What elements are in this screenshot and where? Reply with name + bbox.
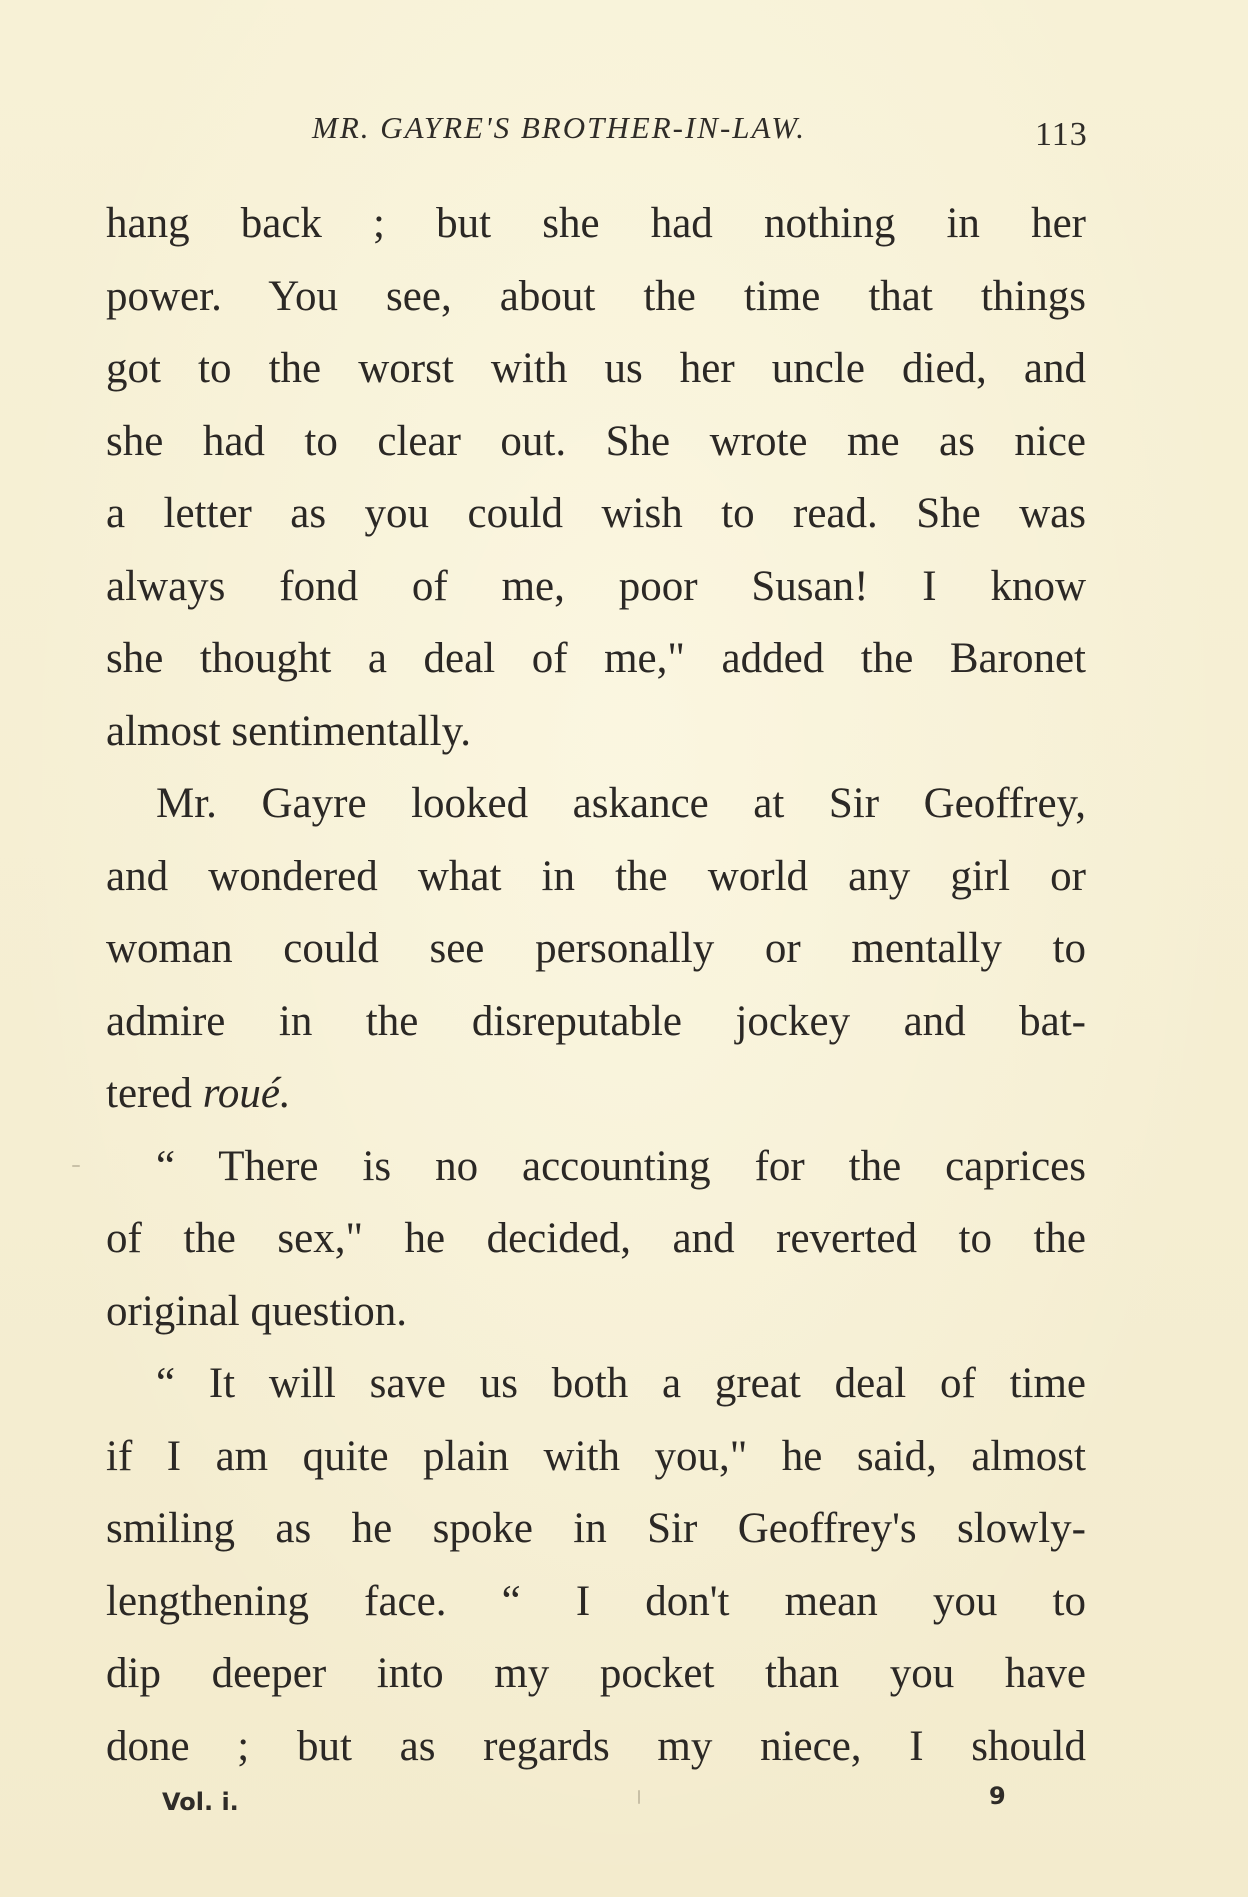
text-line: got to the worst with us her uncle died, and [106, 345, 1086, 392]
text-line: lengthening face. “ I don't mean you to [106, 1577, 1086, 1625]
body-text [106, 188, 1086, 1783]
text-line: hang back ; but she had nothing in her [106, 200, 1086, 247]
text-line: “ It will save us both a great deal of time [156, 1360, 1086, 1407]
paper-speck [922, 506, 925, 509]
paper-speck [72, 1165, 80, 1167]
text-line: and wondered what in the world any girl or [106, 852, 1086, 900]
text-line: woman could see personally or mentally to [106, 925, 1086, 972]
text-line: smiling as he spoke in Sir Geoffrey's slowly- [106, 1505, 1086, 1552]
text-line: done ; but as regards my niece, I should [106, 1722, 1086, 1770]
running-head [0, 110, 1248, 162]
text-line-start: tered [106, 1070, 203, 1117]
text-line: dip deeper into my pocket than you have [106, 1650, 1086, 1697]
text-line: a letter as you could wish to read. She was [106, 490, 1086, 537]
volume-label: Vol. i. [162, 1788, 239, 1816]
italic-word: roué. [202, 1070, 291, 1117]
page-number: 113 [1035, 116, 1088, 153]
paper-speck [638, 1790, 640, 1804]
text-line-with-italic [106, 1058, 1086, 1131]
text-line: always fond of me, poor Susan! I know [106, 562, 1086, 610]
text-line: if I am quite plain with you," he said, almost [106, 1432, 1086, 1480]
text-line: she had to clear out. She wrote me as nice [106, 417, 1086, 465]
text-line: admire in the disreputable jockey and bat- [106, 997, 1086, 1045]
text-line: almost sentimentally. [106, 707, 472, 755]
text-line: she thought a deal of me," added the Baronet [106, 635, 1086, 682]
text-line: “ There is no accounting for the caprices [156, 1142, 1086, 1190]
text-line: Mr. Gayre looked askance at Sir Geoffrey, [156, 780, 1086, 827]
signature-mark: 9 [989, 1782, 1006, 1810]
page-footer [0, 1782, 1248, 1828]
text-line: power. You see, about the time that things [106, 272, 1086, 320]
text-line: original question. [106, 1287, 407, 1335]
text-line: of the sex," he decided, and reverted to the [106, 1215, 1086, 1262]
running-title: MR. GAYRE'S BROTHER-IN-LAW. [312, 110, 807, 145]
